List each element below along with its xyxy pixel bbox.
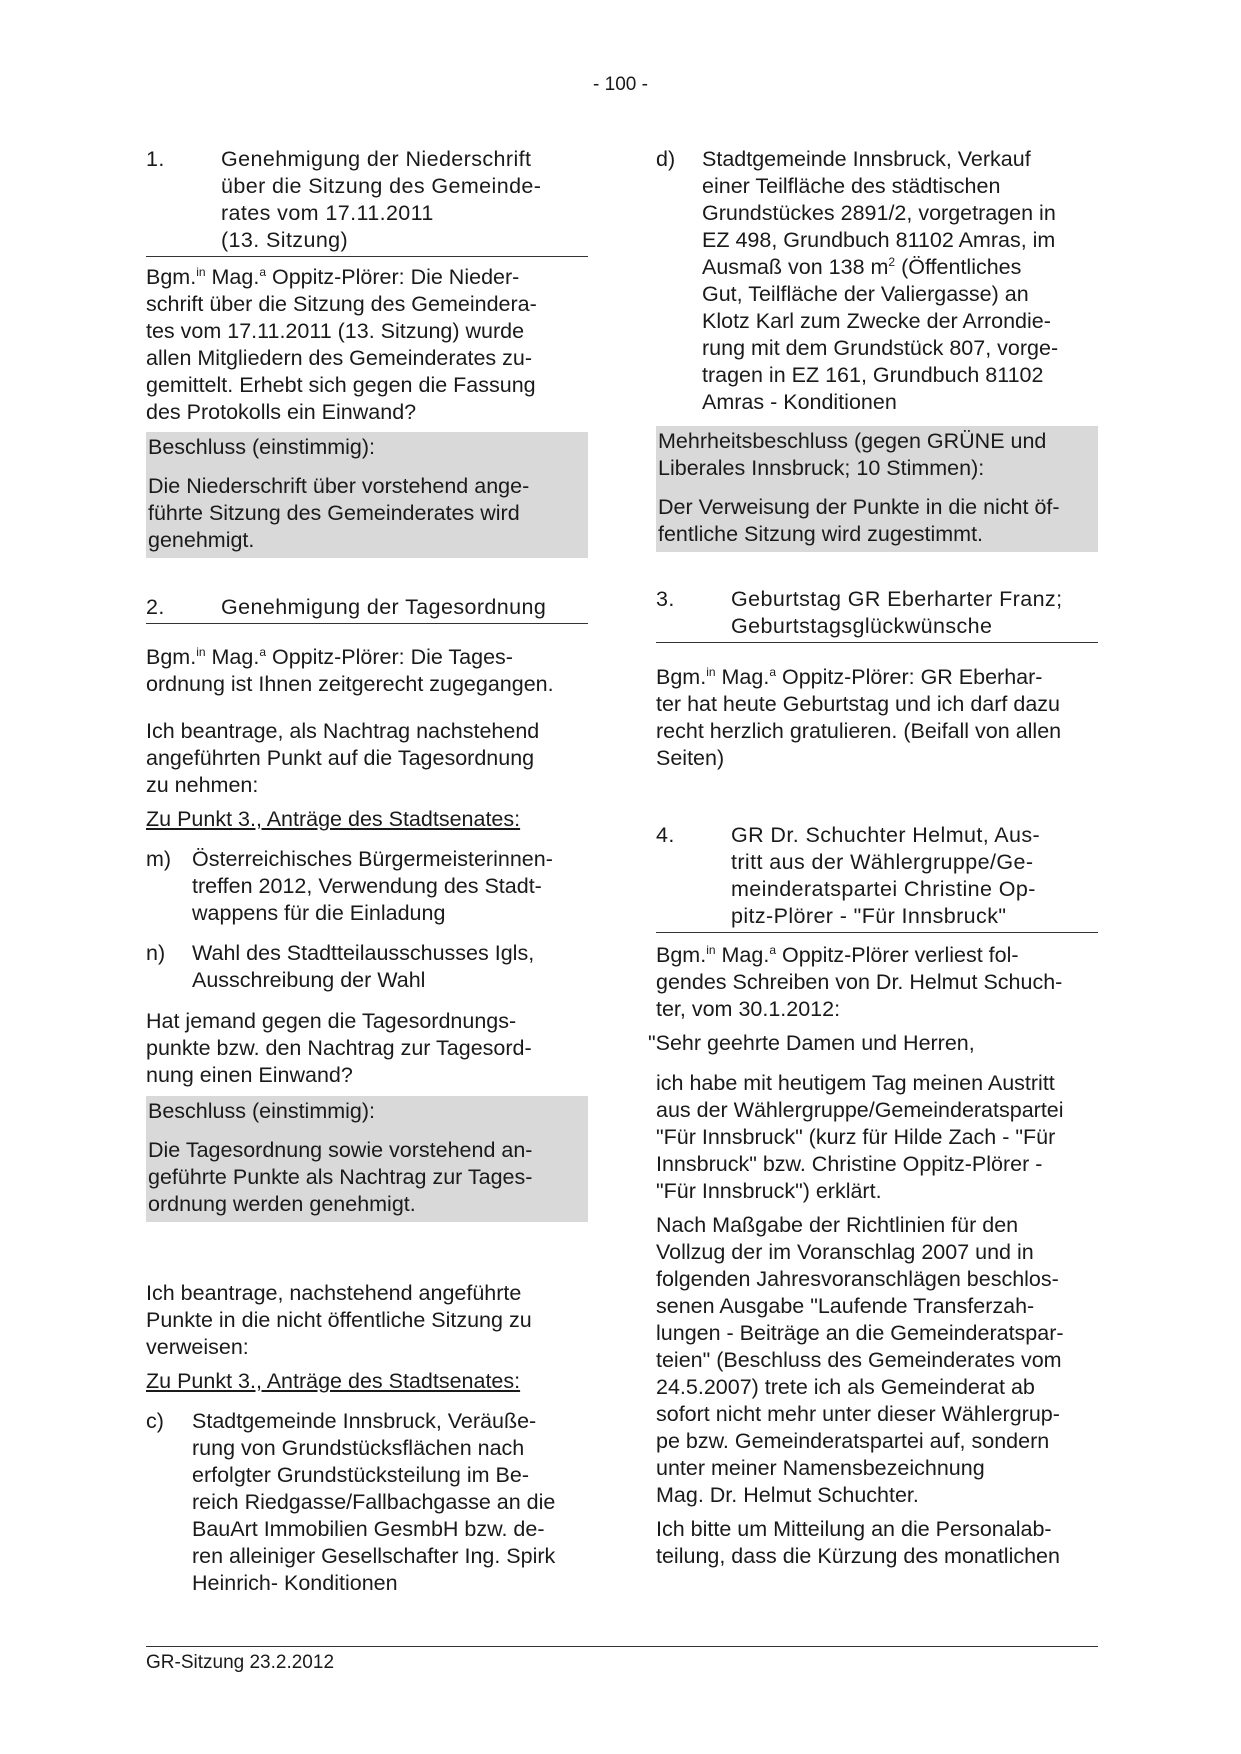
text-line: ter hat heute Geburtstag und ich darf dazu	[656, 692, 1060, 716]
letter-paragraph-3	[656, 1516, 1098, 1570]
text-line: gendes Schreiben von Dr. Helmut Schuch-	[656, 970, 1063, 994]
section-title	[731, 822, 1098, 930]
decision-label	[656, 426, 1098, 486]
text-line: teilung, dass die Kürzung des monatlichen	[656, 1544, 1060, 1568]
text-line: angeführten Punkt auf die Tagesordnung	[146, 746, 535, 770]
text-line: führte Sitzung des Gemeinderates wird	[148, 501, 520, 525]
text-line: Stadtgemeinde Innsbruck, Veräuße-	[192, 1409, 537, 1433]
text-line: ren alleiniger Gesellschafter Ing. Spirk	[192, 1544, 556, 1568]
text-line: Ich beantrage, als Nachtrag nachstehend	[146, 719, 540, 743]
decision-label: Beschluss (einstimmig):	[146, 1096, 588, 1129]
item-label: n)	[146, 941, 166, 965]
text-line: allen Mitgliedern des Gemeinderates zu-	[146, 346, 533, 370]
text-line: gemittelt. Erhebt sich gegen die Fassung	[146, 373, 536, 397]
text-line: Mehrheitsbeschluss (gegen GRÜNE und	[658, 429, 1047, 453]
section-2-reference	[146, 806, 588, 833]
text-line: Liberales Innsbruck; 10 Stimmen):	[658, 456, 985, 480]
letter-salutation	[648, 1030, 1090, 1057]
decision-label: Beschluss (einstimmig):	[146, 432, 588, 465]
text-line: Die Tagesordnung sowie vorstehend an-	[148, 1138, 533, 1162]
title-line: Geburtstag GR Eberharter Franz;	[731, 587, 1063, 611]
agenda-item-n	[146, 940, 588, 994]
title-line: Genehmigung der Niederschrift	[221, 147, 532, 171]
item-label: c)	[146, 1409, 164, 1433]
decision-text	[656, 486, 1098, 552]
text-line: ich habe mit heutigem Tag meinen Austritt	[656, 1071, 1055, 1095]
text-fragment: (Öffentliches	[895, 255, 1022, 279]
text-line: reich Riedgasse/Fallbachgasse an die	[192, 1490, 556, 1514]
section-2-reference-2	[146, 1368, 588, 1395]
decision-text	[146, 1129, 588, 1222]
item-label: m)	[146, 847, 172, 871]
section-1-heading	[146, 146, 588, 257]
speaker-title: Mag.	[205, 645, 260, 669]
text-line: Innsbruck" bzw. Christine Oppitz-Plörer -	[656, 1152, 1043, 1176]
section-2-speech	[146, 644, 588, 698]
text-line: geführte Punkte als Nachtrag zur Tages-	[148, 1165, 533, 1189]
title-line: Geburtstagsglückwünsche	[731, 614, 993, 638]
text-line: Amras - Konditionen	[702, 390, 897, 414]
text-line: Oppitz-Plörer: Die Nieder-	[266, 265, 520, 289]
footer-divider	[146, 1646, 1098, 1647]
section-3-speech	[656, 664, 1098, 772]
text-line: sofort nicht mehr unter dieser Wählergrup-	[656, 1402, 1060, 1426]
superscript: a	[259, 644, 266, 659]
text-line: pe bzw. Gemeinderatspartei auf, sondern	[656, 1429, 1050, 1453]
speaker-title: Bgm.	[656, 943, 707, 967]
text-line: tes vom 17.11.2011 (13. Sitzung) wurde	[146, 319, 525, 343]
text-line: "Für Innsbruck" (kurz für Hilde Zach - "Für	[656, 1125, 1056, 1149]
letter-paragraph-2	[656, 1212, 1098, 1509]
section-2-heading	[146, 594, 588, 624]
text-line: teien" (Beschluss des Gemeinderates vom	[656, 1348, 1062, 1372]
reference-line: Zu Punkt 3., Anträge des Stadtsenates:	[146, 1369, 521, 1393]
section-title	[221, 146, 588, 254]
text-line: ter, vom 30.1.2012:	[656, 997, 841, 1021]
agenda-item-c	[146, 1408, 588, 1597]
title-line: rates vom 17.11.2011	[221, 201, 434, 225]
text-line: Wahl des Stadtteilausschusses Igls,	[192, 941, 535, 965]
text-line: Hat jemand gegen die Tagesordnungs-	[146, 1009, 517, 1033]
superscript: in	[196, 644, 206, 659]
section-3-heading	[656, 586, 1098, 643]
section-2-request	[146, 718, 588, 799]
speaker-title: Mag.	[715, 943, 770, 967]
text-line: Punkte in die nicht öffentliche Sitzung zu	[146, 1308, 532, 1332]
text-line: Grundstückes 2891/2, vorgetragen in	[702, 201, 1056, 225]
text-line: genehmigt.	[148, 528, 255, 552]
title-line: pitz-Plörer - "Für Innsbruck"	[731, 904, 1007, 928]
text-line: Mag. Dr. Helmut Schuchter.	[656, 1483, 919, 1507]
text-line: "Sehr geehrte Damen und Herren,	[648, 1031, 975, 1055]
text-line: punkte bzw. den Nachtrag zur Tagesord-	[146, 1036, 532, 1060]
text-line: Oppitz-Plörer: Die Tages-	[266, 645, 513, 669]
text-line: BauArt Immobilien GesmbH bzw. de-	[192, 1517, 545, 1541]
title-line: über die Sitzung des Gemeinde-	[221, 174, 542, 198]
text-line: Gut, Teilfläche der Valiergasse) an	[702, 282, 1029, 306]
text-line: recht herzlich gratulieren. (Beifall von allen	[656, 719, 1062, 743]
text-line: ordnung ist Ihnen zeitgerecht zugegangen.	[146, 672, 554, 696]
page-footer: GR-Sitzung 23.2.2012	[146, 1652, 335, 1673]
text-line: Seiten)	[656, 746, 725, 770]
section-title: Genehmigung der Tagesordnung	[221, 595, 547, 619]
letter-paragraph-1	[656, 1070, 1098, 1205]
text-line: Die Niederschrift über vorstehend ange-	[148, 474, 530, 498]
text-line: verweisen:	[146, 1335, 249, 1359]
text-line: rung von Grundstücksflächen nach	[192, 1436, 525, 1460]
superscript: 2	[888, 254, 896, 269]
section-4-heading	[656, 822, 1098, 933]
section-2-request-2	[146, 1280, 588, 1361]
item-label: d)	[656, 147, 676, 171]
superscript: in	[706, 664, 716, 679]
text-line: Österreichisches Bürgermeisterinnen-	[192, 847, 553, 871]
section-number: 2.	[146, 595, 165, 619]
title-line: tritt aus der Wählergruppe/Ge-	[731, 850, 1034, 874]
section-2-question	[146, 1008, 588, 1089]
title-line: (13. Sitzung)	[221, 228, 349, 252]
text-line: Heinrich- Konditionen	[192, 1571, 398, 1595]
superscript: in	[706, 942, 716, 957]
speaker-title: Mag.	[205, 265, 260, 289]
text-line: EZ 498, Grundbuch 81102 Amras, im	[702, 228, 1056, 252]
text-line: Nach Maßgabe der Richtlinien für den	[656, 1213, 1019, 1237]
reference-line: Zu Punkt 3., Anträge des Stadtsenates:	[146, 807, 521, 831]
text-line: Klotz Karl zum Zwecke der Arrondie-	[702, 309, 1051, 333]
section-title	[731, 586, 1098, 640]
section-1-decision	[146, 432, 588, 558]
section-number: 1.	[146, 147, 165, 171]
text-line: des Protokolls ein Einwand?	[146, 400, 417, 424]
section-number: 4.	[656, 823, 675, 847]
text-line: senen Ausgabe "Laufende Transferzah-	[656, 1294, 1035, 1318]
title-line: GR Dr. Schuchter Helmut, Aus-	[731, 823, 1041, 847]
text-line: unter meiner Namensbezeichnung	[656, 1456, 985, 1480]
text-line: Ausschreibung der Wahl	[192, 968, 426, 992]
text-line: fentliche Sitzung wird zugestimmt.	[658, 522, 984, 546]
text-line: Stadtgemeinde Innsbruck, Verkauf	[702, 147, 1031, 171]
item-d-decision	[656, 426, 1098, 552]
title-line: meinderatspartei Christine Op-	[731, 877, 1036, 901]
text-line: Der Verweisung der Punkte in die nicht öf-	[658, 495, 1060, 519]
text-line: nung einen Einwand?	[146, 1063, 353, 1087]
decision-text	[146, 465, 588, 558]
superscript: a	[769, 664, 776, 679]
text-line: "Für Innsbruck") erklärt.	[656, 1179, 882, 1203]
superscript: a	[259, 264, 266, 279]
text-line: schrift über die Sitzung des Gemeindera-	[146, 292, 537, 316]
section-4-speech	[656, 942, 1098, 1023]
speaker-title: Bgm.	[656, 665, 707, 689]
speaker-title: Bgm.	[146, 645, 197, 669]
text-line: folgenden Jahresvoranschlägen beschlos-	[656, 1267, 1059, 1291]
text-line: rung mit dem Grundstück 807, vorge-	[702, 336, 1059, 360]
text-line: tragen in EZ 161, Grundbuch 81102	[702, 363, 1044, 387]
text-line: einer Teilfläche des städtischen	[702, 174, 1001, 198]
text-fragment: Ausmaß von 138 m	[702, 255, 889, 279]
text-line: Ich bitte um Mitteilung an die Personalab-	[656, 1517, 1052, 1541]
text-line: erfolgter Grundstücksteilung im Be-	[192, 1463, 529, 1487]
text-line: Oppitz-Plörer: GR Eberhar-	[776, 665, 1043, 689]
section-2-decision	[146, 1096, 588, 1222]
superscript: in	[196, 264, 206, 279]
superscript: a	[769, 942, 776, 957]
speaker-title: Bgm.	[146, 265, 197, 289]
text-line: Vollzug der im Voranschlag 2007 und in	[656, 1240, 1034, 1264]
page-number: - 100 -	[593, 74, 648, 95]
text-line: wappens für die Einladung	[192, 901, 446, 925]
text-line: aus der Wählergruppe/Gemeinderatspartei	[656, 1098, 1064, 1122]
text-line: ordnung werden genehmigt.	[148, 1192, 416, 1216]
text-line	[702, 254, 1098, 281]
text-line: Ich beantrage, nachstehend angeführte	[146, 1281, 522, 1305]
text-line: treffen 2012, Verwendung des Stadt-	[192, 874, 542, 898]
text-line: lungen - Beiträge an die Gemeinderatspar-	[656, 1321, 1064, 1345]
text-line: Oppitz-Plörer verliest fol-	[776, 943, 1019, 967]
text-line: 24.5.2007) trete ich als Gemeinderat ab	[656, 1375, 1035, 1399]
agenda-item-m	[146, 846, 588, 927]
section-number: 3.	[656, 587, 675, 611]
speaker-title: Mag.	[715, 665, 770, 689]
section-1-speech	[146, 264, 588, 426]
text-line: zu nehmen:	[146, 773, 259, 797]
agenda-item-d	[656, 146, 1098, 416]
